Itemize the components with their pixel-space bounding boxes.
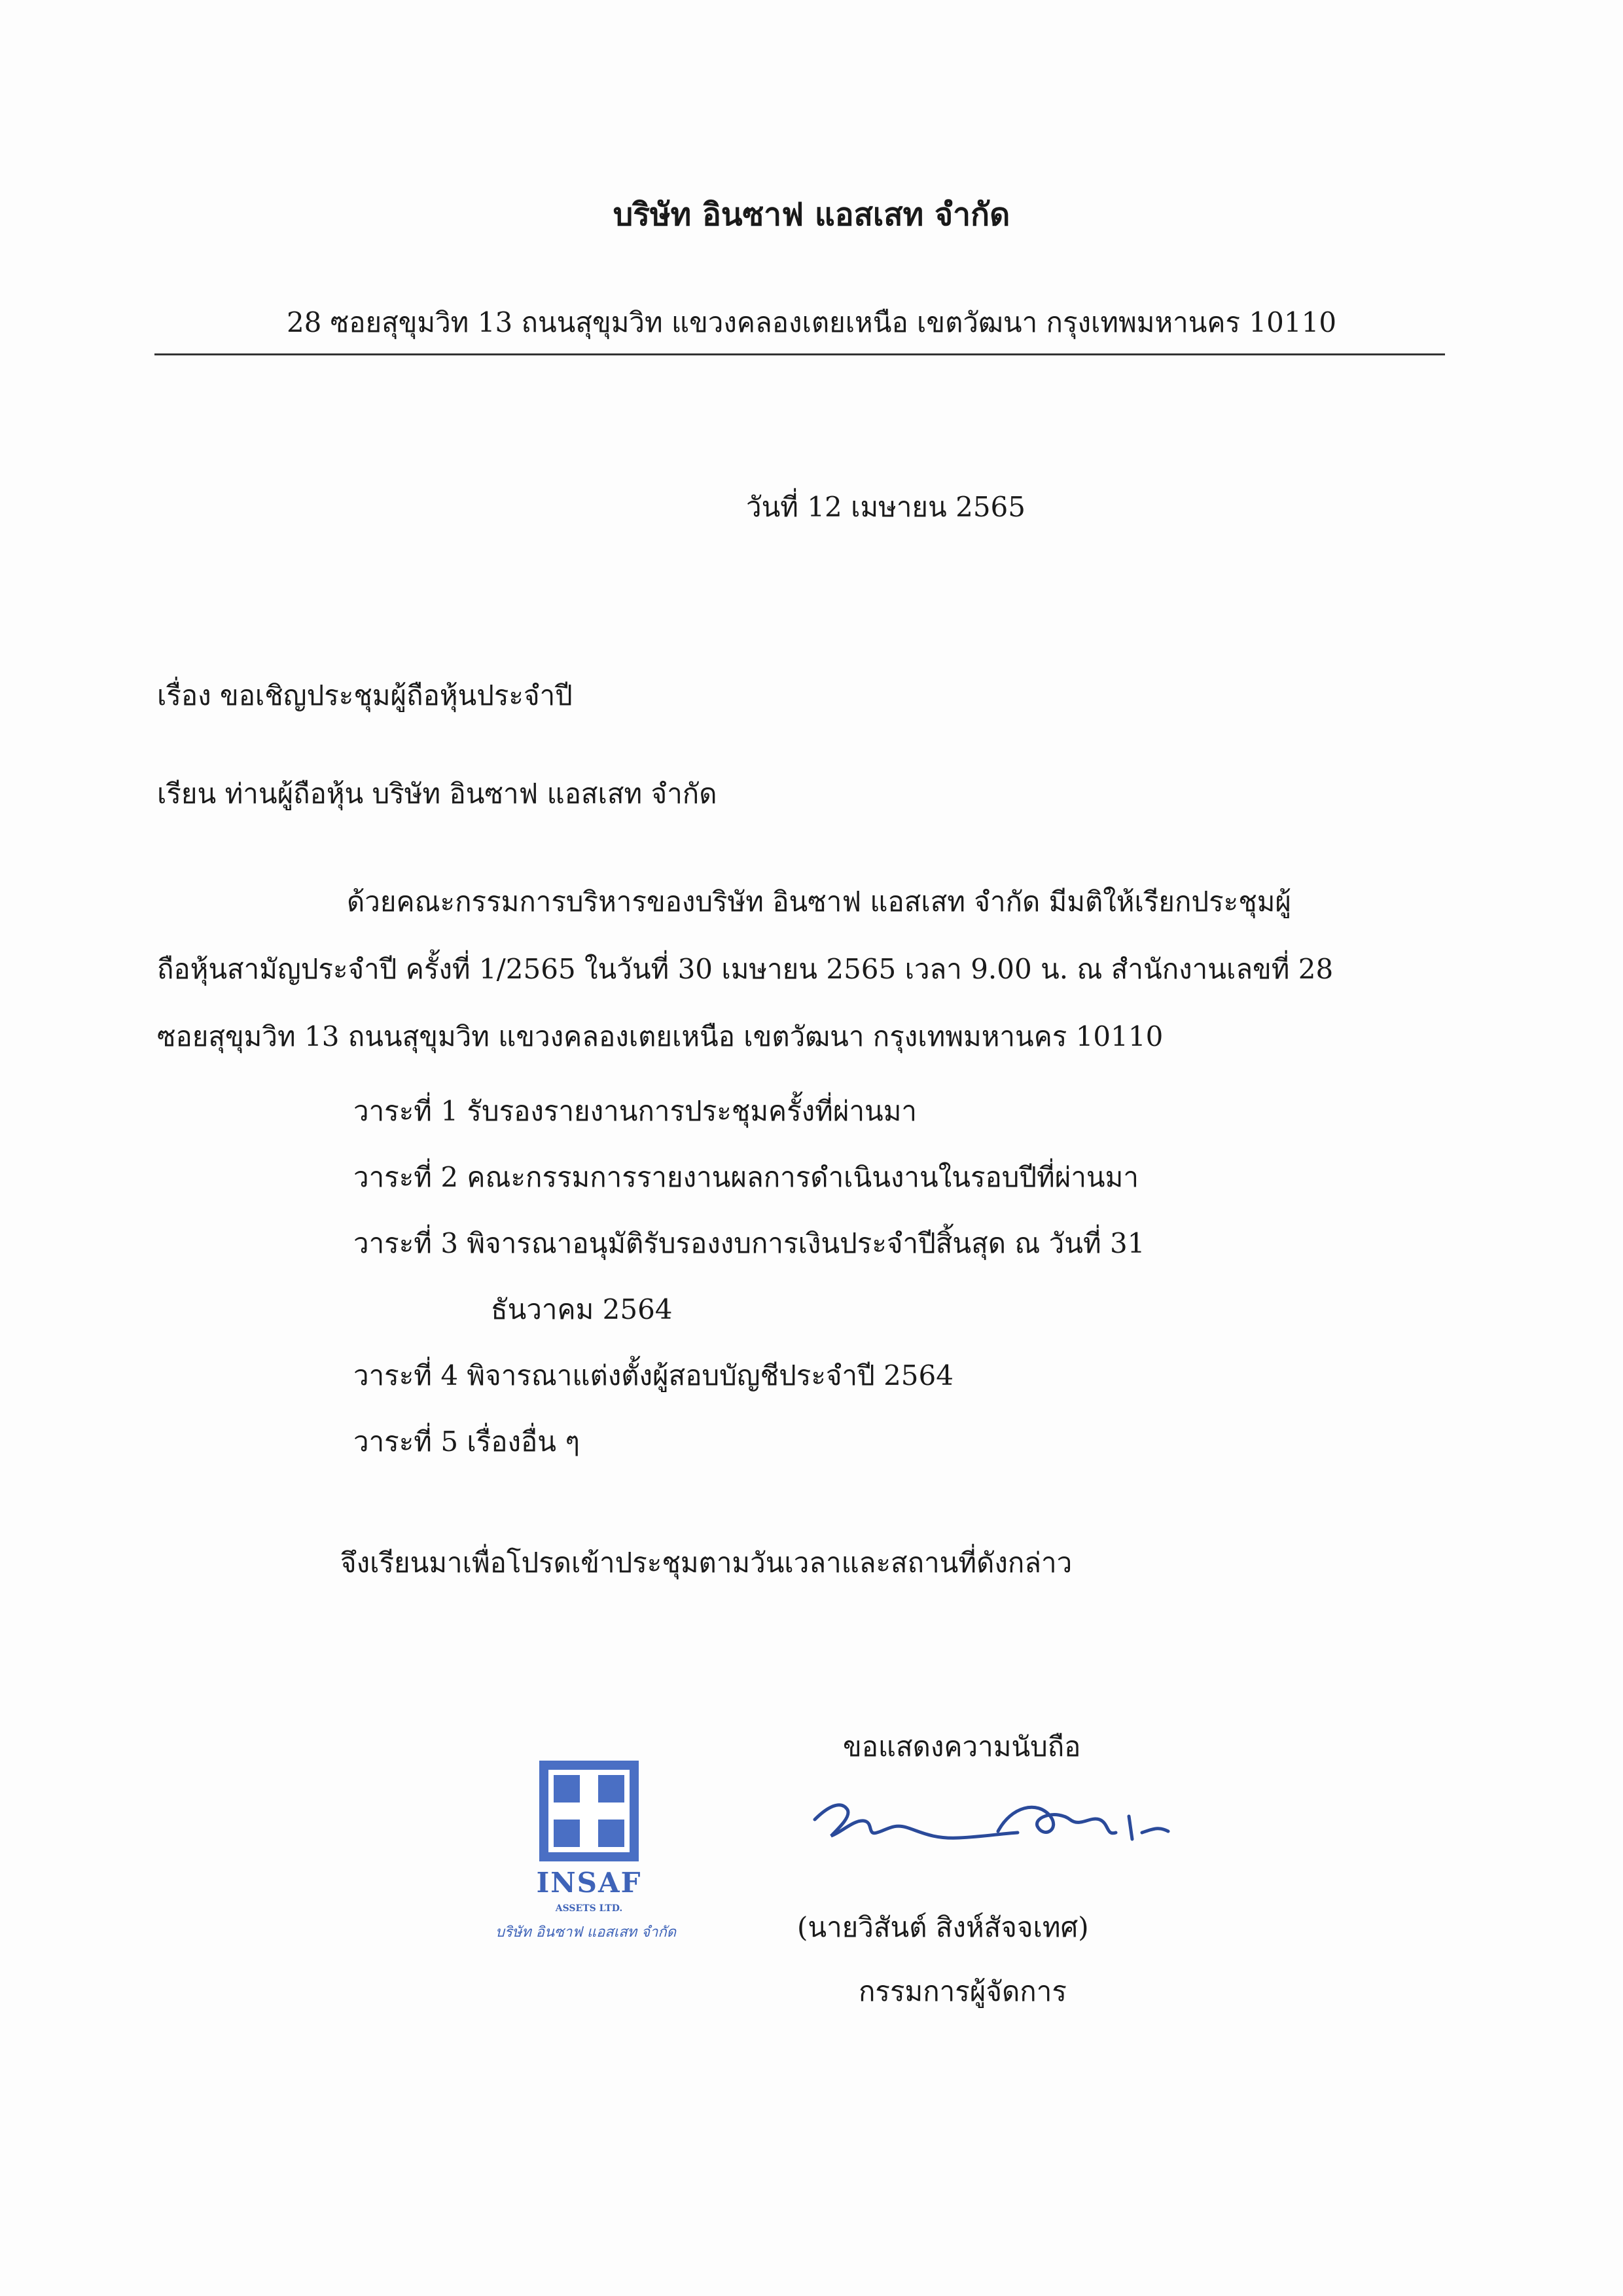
closing-sentence: จึงเรียนมาเพื่อโปรดเข้าประชุมตามวันเวลาและสถานที่ดังกล่าว	[340, 1547, 1073, 1579]
body-line: ด้วยคณะกรรมการบริหารของบริษัท อินซาฟ แอสเสท จำกัด มีมติให้เรียกประชุมผู้	[347, 886, 1292, 918]
agenda-item: วาระที่ 4 พิจารณาแต่งตั้งผู้สอบบัญชีประจำปี 2564	[353, 1359, 954, 1391]
agenda-item: วาระที่ 1 รับรองรายงานการประชุมครั้งที่ผ่านมา	[353, 1095, 918, 1127]
cross-logo-icon	[539, 1761, 639, 1861]
stamp-thai-name: บริษัท อินซาฟ แอสเสท จำกัด	[495, 1924, 676, 1941]
stamp-brand: INSAF	[536, 1867, 642, 1899]
company-address: 28 ซอยสุขุมวิท 13 ถนนสุขุมวิท แขวงคลองเตยเหนือ เขตวัฒนา กรุงเทพมหานคร 10110	[286, 306, 1337, 338]
header-divider	[154, 353, 1445, 355]
stamp-subtitle: ASSETS LTD.	[555, 1903, 623, 1914]
letter-body	[157, 880, 1440, 1083]
signer-name: (นายวิสันต์ สิงห์สัจจเทศ)	[797, 1911, 1089, 1943]
letter-subject: เรื่อง ขอเชิญประชุมผู้ถือหุ้นประจำปี	[157, 679, 573, 711]
body-line: ถือหุ้นสามัญประจำปี ครั้งที่ 1/2565 ในวันที่ 30 เมษายน 2565 เวลา 9.00 น. ณ สำนักงานเลขที่ 28	[157, 953, 1334, 985]
letter-date: วันที่ 12 เมษายน 2565	[746, 491, 1026, 523]
sign-off-regards: ขอแสดงความนับถือ	[843, 1731, 1081, 1763]
signer-title: กรรมการผู้จัดการ	[859, 1975, 1067, 2007]
agenda-item: วาระที่ 3 พิจารณาอนุมัติรับรองงบการเงินประจำปีสิ้นสุด ณ วันที่ 31	[353, 1227, 1145, 1259]
agenda-item-continuation: ธันวาคม 2564	[491, 1293, 673, 1325]
agenda-item: วาระที่ 2 คณะกรรมการรายงานผลการดำเนินงานในรอบปีที่ผ่านมา	[353, 1161, 1139, 1193]
agenda-item: วาระที่ 5 เรื่องอื่น ๆ	[353, 1426, 580, 1458]
company-name: บริษัท อินซาฟ แอสเสท จำกัด	[613, 196, 1010, 233]
letter-recipient: เรียน ท่านผู้ถือหุ้น บริษัท อินซาฟ แอสเสท จำกัด	[157, 778, 717, 810]
body-line: ซอยสุขุมวิท 13 ถนนสุขุมวิท แขวงคลองเตยเหนือ เขตวัฒนา กรุงเทพมหานคร 10110	[157, 1020, 1164, 1052]
agenda-list	[353, 1090, 1145, 1486]
company-stamp	[471, 1761, 700, 1957]
handwritten-signature	[802, 1780, 1181, 1859]
